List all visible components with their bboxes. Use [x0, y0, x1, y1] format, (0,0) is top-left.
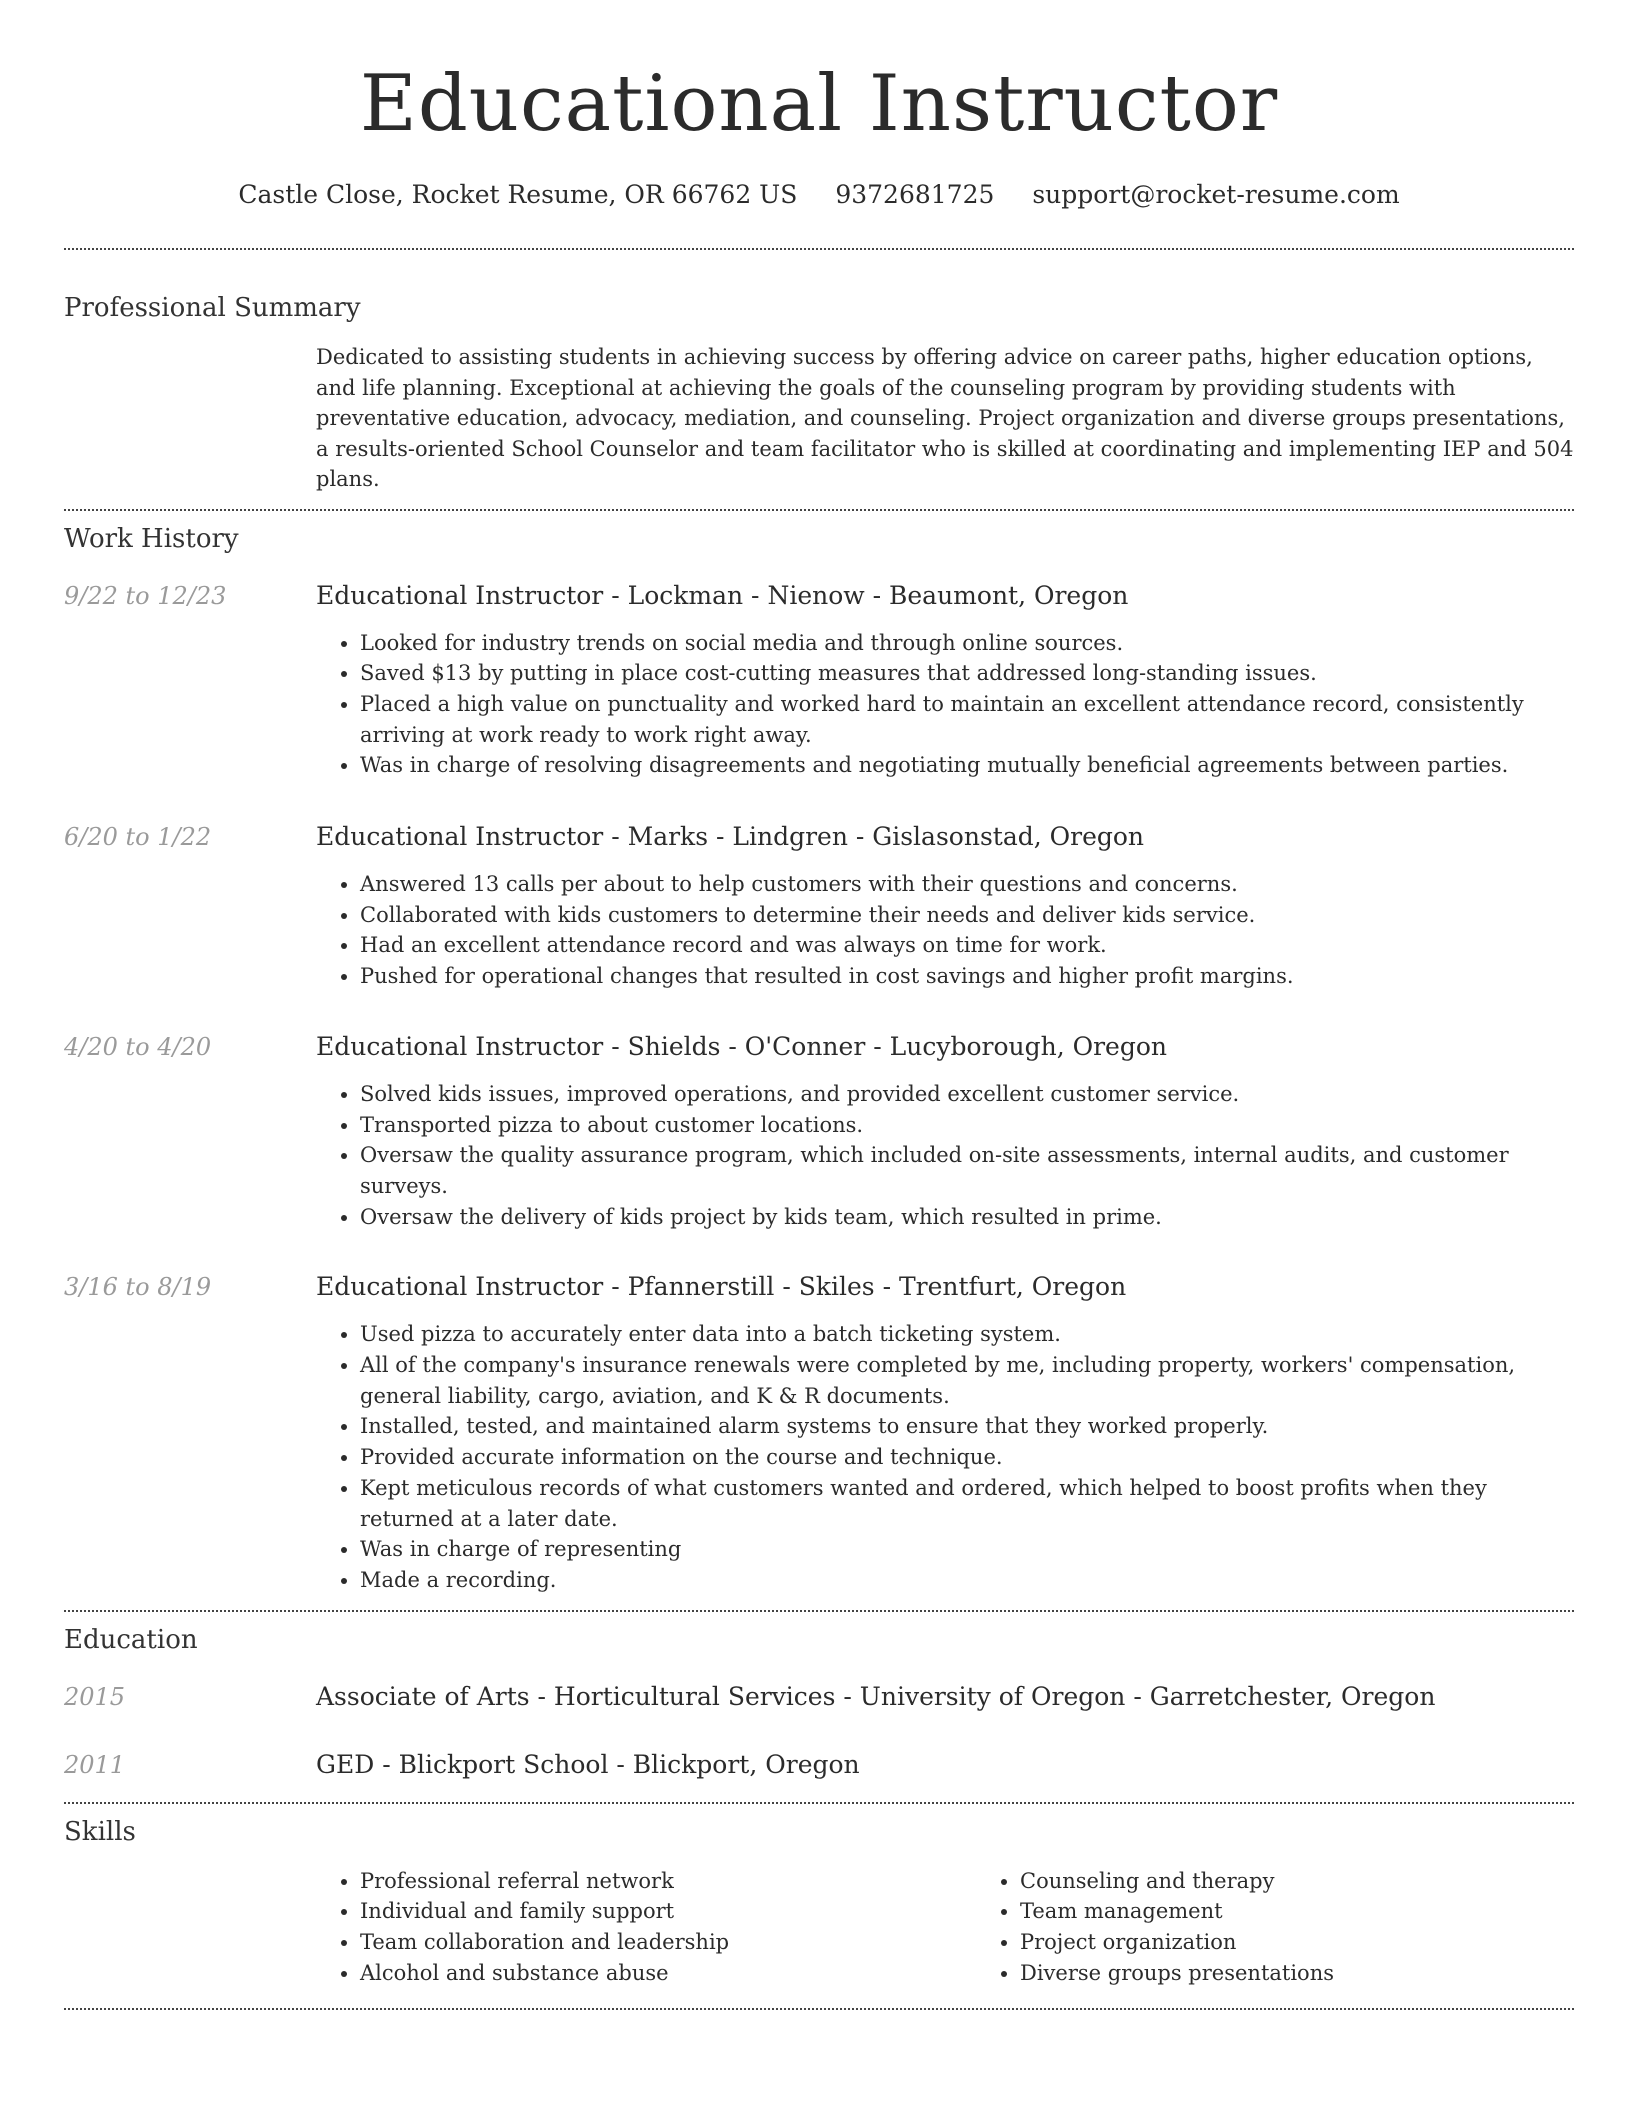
list-item: • Professional referral network — [360, 1866, 976, 1897]
contact-phone: 9372681725 — [835, 180, 995, 209]
job-heading: Educational Instructor - Marks - Lindgren - Gislasonstad, Oregon — [316, 822, 1145, 852]
job-dates: 9/22 to 12/23 — [64, 581, 227, 610]
section-title-education: Education — [64, 1624, 198, 1655]
list-item: • Had an excellent attendance record and was always on time for work. — [360, 930, 1574, 961]
list-item: • Looked for industry trends on social media and through online sources. — [360, 628, 1574, 659]
resume-name: Educational Instructor — [359, 59, 1279, 149]
list-item: • Transported pizza to about customer locations. — [360, 1110, 1574, 1141]
contact-address: Castle Close, Rocket Resume, OR 66762 US — [238, 180, 798, 209]
education-year: 2015 — [64, 1682, 126, 1711]
divider — [64, 248, 1574, 250]
list-item: • Alcohol and substance abuse — [360, 1958, 976, 1989]
education-year: 2011 — [64, 1750, 126, 1779]
education-entry — [64, 1748, 1574, 1782]
job-entry — [64, 579, 1574, 782]
divider — [64, 509, 1574, 511]
list-item: • Used pizza to accurately enter data into a batch ticketing system. — [360, 1319, 1574, 1350]
list-item: • Was in charge of resolving disagreements and negotiating mutually beneficial agreements between parties. — [360, 750, 1574, 781]
job-bullets — [316, 628, 1574, 782]
education-entry — [64, 1680, 1574, 1714]
list-item: • Team collaboration and leadership — [360, 1927, 976, 1958]
divider — [64, 1610, 1574, 1612]
list-item: • Team management — [1020, 1896, 1632, 1927]
list-item: • Made a recording. — [360, 1565, 1574, 1596]
list-item: • All of the company's insurance renewals were completed by me, including property, workers' compensation, general liability, cargo, aviation, and K & R documents. — [360, 1350, 1574, 1411]
contact-email: support@rocket-resume.com — [1032, 180, 1400, 209]
job-entry — [64, 1030, 1574, 1233]
job-heading: Educational Instructor - Shields - O'Conner - Lucyborough, Oregon — [316, 1031, 1168, 1061]
list-item: • Was in charge of representing — [360, 1534, 1574, 1565]
skills-row — [64, 1866, 1574, 1989]
list-item: • Provided accurate information on the course and technique. — [360, 1442, 1574, 1473]
section-title-skills: Skills — [64, 1816, 136, 1847]
job-entry — [64, 1270, 1574, 1595]
divider — [64, 2008, 1574, 2010]
list-item: • Diverse groups presentations — [1020, 1958, 1632, 1989]
list-item: • Pushed for operational changes that resulted in cost savings and higher profit margins. — [360, 961, 1574, 992]
list-item: • Solved kids issues, improved operations, and provided excellent customer service. — [360, 1079, 1574, 1110]
job-heading: Educational Instructor - Lockman - Nienow - Beaumont, Oregon — [316, 580, 1129, 610]
list-item: • Oversaw the delivery of kids project by kids team, which resulted in prime. — [360, 1202, 1574, 1233]
skills-spacer — [64, 1866, 316, 1989]
list-item: • Answered 13 calls per about to help customers with their questions and concerns. — [360, 869, 1574, 900]
list-item: • Counseling and therapy — [1020, 1866, 1632, 1897]
job-heading: Educational Instructor - Pfannerstill - Skiles - Trentfurt, Oregon — [316, 1272, 1127, 1302]
list-item: • Individual and family support — [360, 1896, 976, 1927]
list-item: • Oversaw the quality assurance program, which included on-site assessments, internal audits, and customer surveys. — [360, 1140, 1574, 1201]
list-item: • Placed a high value on punctuality and worked hard to maintain an excellent attendance record, consistently arriving at work ready to work right away. — [360, 689, 1574, 750]
job-dates: 4/20 to 4/20 — [64, 1032, 212, 1061]
job-bullets — [316, 1319, 1574, 1595]
list-item: • Kept meticulous records of what customers wanted and ordered, which helped to boost profits when they returned at a later date. — [360, 1473, 1574, 1534]
summary-spacer — [64, 342, 316, 495]
job-dates: 3/16 to 8/19 — [64, 1273, 212, 1302]
job-bullets — [316, 1079, 1574, 1233]
job-bullets — [316, 869, 1574, 992]
section-title-summary: Professional Summary — [64, 293, 361, 323]
list-item: • Installed, tested, and maintained alarm systems to ensure that they worked properly. — [360, 1411, 1574, 1442]
skills-columns — [316, 1866, 1632, 1989]
skills-list-right — [976, 1866, 1632, 1989]
resume-page — [64, 0, 1574, 2010]
education-text: Associate of Arts - Horticultural Services - University of Oregon - Garretchester, Oregon — [316, 1681, 1436, 1711]
job-entry — [64, 820, 1574, 992]
summary-row — [64, 342, 1574, 495]
list-item: • Saved $13 by putting in place cost-cutting measures that addressed long-standing issues. — [360, 658, 1574, 689]
section-title-work: Work History — [64, 523, 239, 554]
list-item: • Collaborated with kids customers to determine their needs and deliver kids service. — [360, 900, 1574, 931]
skills-list-left — [316, 1866, 976, 1989]
contact-line — [64, 178, 1574, 212]
list-item: • Project organization — [1020, 1927, 1632, 1958]
divider — [64, 1802, 1574, 1804]
education-text: GED - Blickport School - Blickport, Oregon — [316, 1749, 860, 1779]
job-dates: 6/20 to 1/22 — [64, 823, 212, 852]
summary-text: Dedicated to assisting students in achieving success by offering advice on career paths, higher education options, and life planning. Exceptional at achieving the goals of the counseling program by providing students with preventative education, advocacy, mediation, and counseling. Project organization and diverse groups presentations, a results-oriented School Counselor and team facilitator who is skilled at coordinating and implementing IEP and 504 plans. — [316, 345, 1574, 491]
